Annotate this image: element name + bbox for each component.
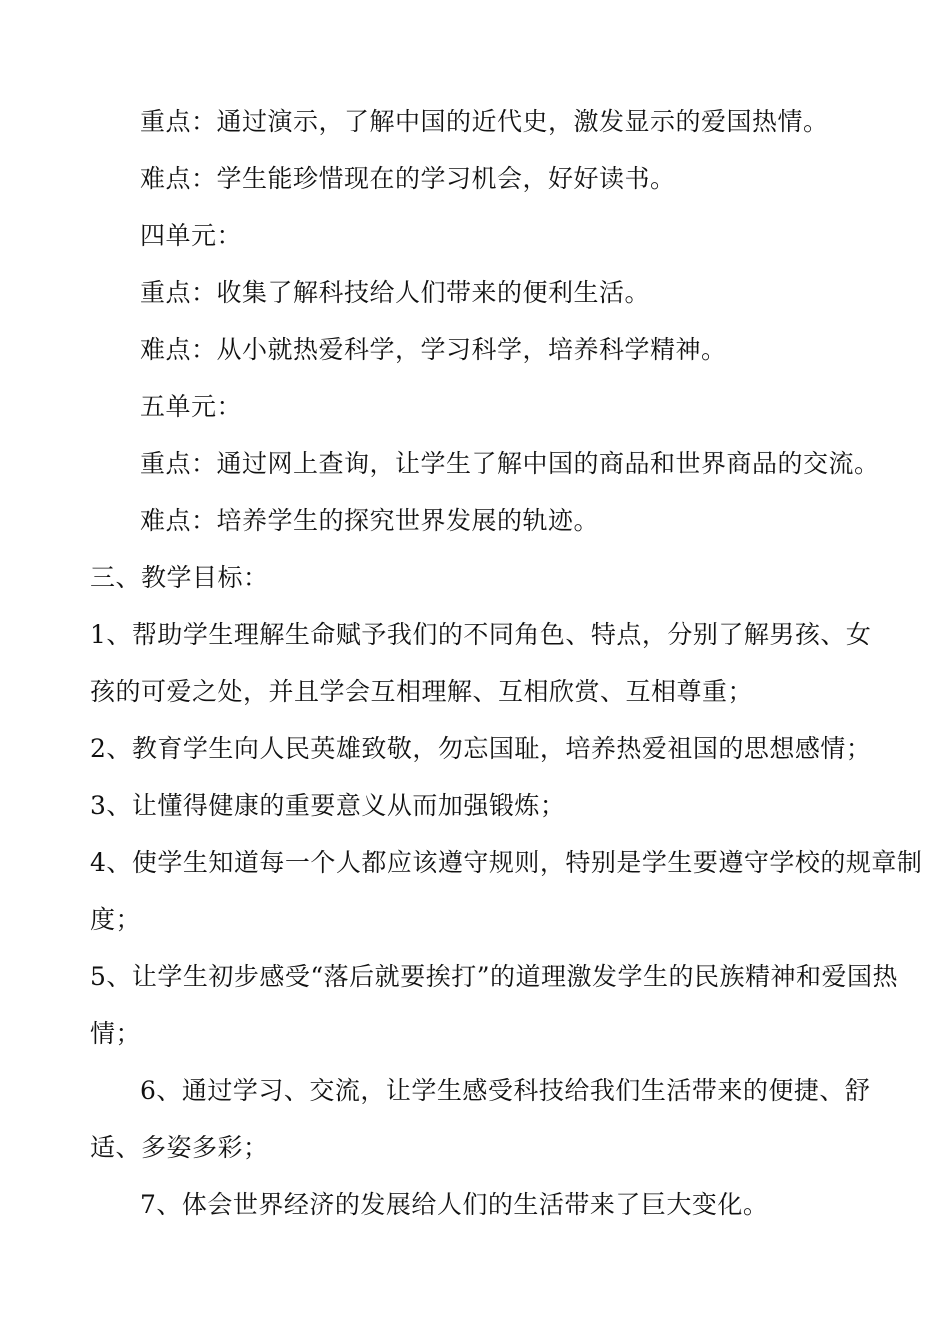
list-item: 4、使学生知道每一个人都应该遵守规则，特别是学生要遵守学校的规章制 [90,848,923,877]
list-item: 6、通过学习、交流，让学生感受科技给我们生活带来的便捷、舒 [140,1076,871,1105]
list-item: 7、体会世界经济的发展给人们的生活带来了巨大变化。 [140,1190,769,1219]
text-line: 难点：学生能珍惜现在的学习机会，好好读书。 [140,164,676,193]
section-heading: 五单元： [140,392,243,421]
section-heading: 四单元： [140,221,243,250]
list-item: 3、让懂得健康的重要意义从而加强锻炼； [90,791,566,820]
list-item-continuation: 适、多姿多彩； [90,1133,269,1162]
text-line: 重点：通过演示，了解中国的近代史，激发显示的爱国热情。 [140,107,829,136]
text-line: 重点：通过网上查询，让学生了解中国的商品和世界商品的交流。 [140,449,880,478]
text-line: 难点：从小就热爱科学，学习科学，培养科学精神。 [140,335,727,364]
list-item-continuation: 情； [90,1019,142,1048]
list-item-continuation: 度； [90,905,142,934]
text-line: 难点：培养学生的探究世界发展的轨迹。 [140,506,600,535]
list-item: 1、帮助学生理解生命赋予我们的不同角色、特点，分别了解男孩、女 [90,620,872,649]
list-item: 2、教育学生向人民英雄致敬，勿忘国耻，培养热爱祖国的思想感情； [90,734,872,763]
text-line: 重点：收集了解科技给人们带来的便利生活。 [140,278,651,307]
list-item: 5、让学生初步感受“落后就要挨打”的道理激发学生的民族精神和爱国热 [90,962,898,991]
section-heading: 三、教学目标： [90,563,269,592]
list-item-continuation: 孩的可爱之处，并且学会互相理解、互相欣赏、互相尊重； [90,677,754,706]
